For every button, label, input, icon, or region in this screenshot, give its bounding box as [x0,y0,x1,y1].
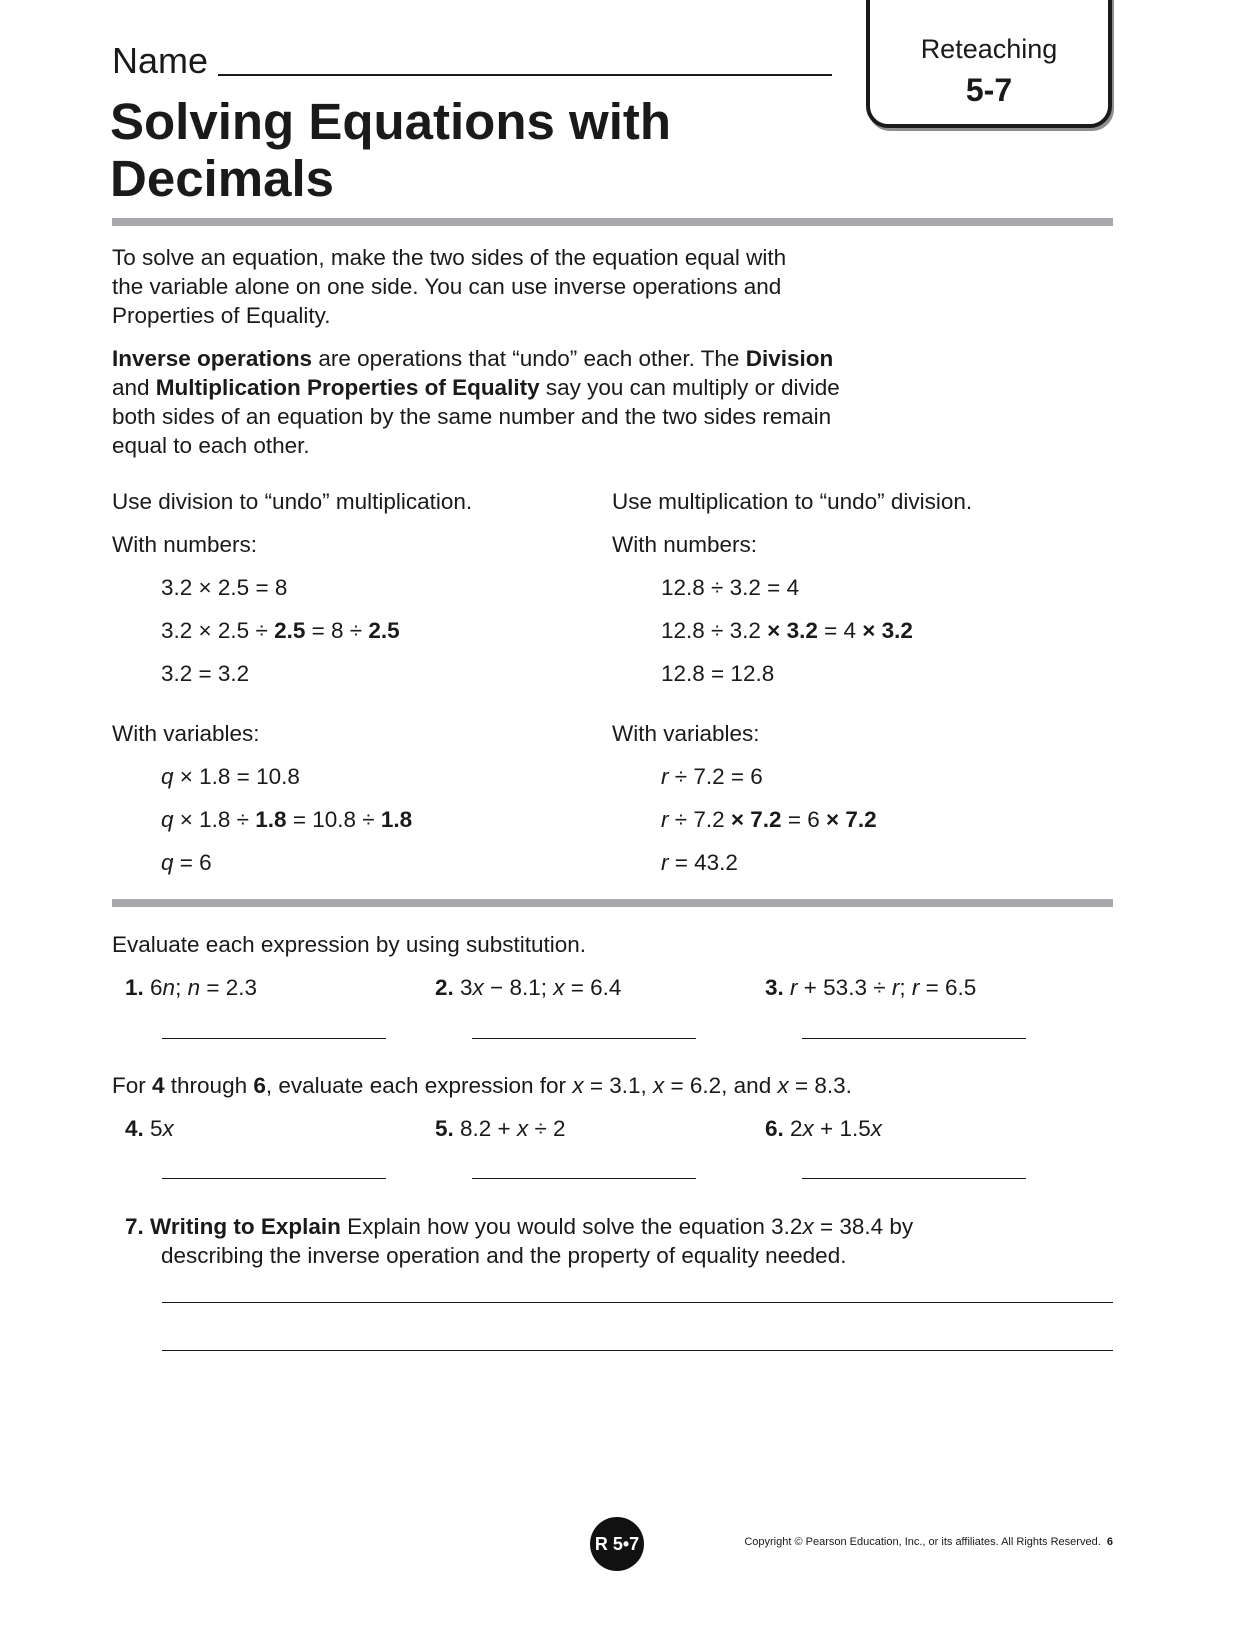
tab-number: 5-7 [965,72,1013,108]
eq-part: = 6 [173,850,212,875]
variable: r [661,764,669,789]
eq-part-bold: 2.5 [274,618,306,643]
answer-line-4[interactable] [162,1178,386,1179]
variable: q [161,850,174,875]
expr-part: 5 [150,1116,163,1141]
exercise-instructions-1: Evaluate each expression by using substitution. [112,932,587,957]
exercise-instructions-2 [112,1073,852,1099]
eq-part: × 1.8 = 10.8 [173,764,300,789]
left-number-eq-2 [161,618,400,644]
page-title [110,93,810,207]
text: are operations that “undo” each other. The [312,346,746,371]
intro-p2-line: equal to each other. [112,433,310,458]
problem-4 [125,1116,174,1142]
text: = 38.4 by [813,1214,914,1239]
writing-to-explain-label: Writing to Explain [150,1214,341,1239]
expr-part: − 8.1; [483,975,554,1000]
eq-part: = 6 [781,807,826,832]
text-bold: 4 [152,1073,165,1098]
intro-p2-line [112,344,932,373]
expr-part: 8.2 + [460,1116,517,1141]
expr-part: = 2.3 [200,975,258,1000]
writing-line-1[interactable] [162,1302,1113,1303]
eq-part: 12.8 ÷ 3.2 [661,618,768,643]
page-code-badge: R 5•7 [590,1517,644,1571]
problem-7-line-2: describing the inverse operation and the property of equality needed. [161,1243,847,1268]
problem-5 [435,1116,566,1142]
divider-middle [112,899,1113,907]
intro-p1-line: To solve an equation, make the two sides of the equation equal with [112,245,787,270]
variable: r [661,807,669,832]
eq-part: = 43.2 [668,850,738,875]
right-heading: Use multiplication to “undo” division. [612,489,973,514]
eq-part-bold: 1.8 [380,807,413,832]
title-line-1: Solving Equations with [110,93,671,150]
problem-1 [125,975,257,1001]
expr-part: ; [175,975,188,1000]
text: Explain how you would solve the equation 3.2 [340,1214,803,1239]
left-with-numbers: With numbers: [112,532,258,557]
term-division: Division [745,346,834,371]
text: = 3.1, [583,1073,653,1098]
problem-number: 4. [125,1116,144,1141]
problem-3 [765,975,976,1001]
term-inverse-operations: Inverse operations [112,346,313,371]
variable: n [187,975,201,1000]
variable: r [790,975,798,1000]
page-number: 6 [1106,1536,1113,1548]
left-with-variables: With variables: [112,721,260,746]
variable: r [891,975,900,1000]
variable: x [553,975,565,1000]
eq-part-bold: × 7.2 [825,807,877,832]
copyright-text: Copyright © Pearson Education, Inc., or its affiliates. All Rights Reserved. [744,1536,1101,1548]
expr-part: 2 [790,1116,803,1141]
eq-part: ÷ 7.2 = 6 [668,764,763,789]
text: = 6.2, and [664,1073,778,1098]
left-number-eq-3: 3.2 = 3.2 [161,661,250,686]
right-number-eq-3: 12.8 = 12.8 [661,661,775,686]
variable: x [802,1116,814,1141]
text: say you can multiply or divide [539,375,840,400]
variable: r [661,850,669,875]
eq-part-bold: × 3.2 [767,618,818,643]
tab-label: Reteaching [920,34,1058,64]
answer-line-1[interactable] [162,1038,386,1039]
eq-part: = 10.8 ÷ [286,807,381,832]
name-field-line[interactable] [218,74,832,76]
problem-number: 7. [125,1214,144,1239]
left-variable-eq-3 [161,850,212,876]
text: and [112,375,156,400]
variable: x [572,1073,584,1098]
text: through [164,1073,254,1098]
right-number-eq-2 [661,618,913,644]
problem-number: 5. [435,1116,454,1141]
intro-paragraph-1 [112,243,932,330]
term-multiplication-properties: Multiplication Properties of Equality [155,375,540,400]
problem-number: 2. [435,975,454,1000]
divider-top [112,218,1113,226]
right-variable-eq-2 [661,807,877,833]
answer-line-3[interactable] [802,1038,1026,1039]
problem-number: 1. [125,975,144,1000]
problem-7 [125,1214,913,1240]
variable: n [162,975,176,1000]
right-with-numbers: With numbers: [612,532,758,557]
variable: x [162,1116,174,1141]
right-variable-eq-1 [661,764,763,790]
problem-6 [765,1116,882,1142]
expr-part: + 53.3 ÷ [797,975,892,1000]
left-heading: Use division to “undo” multiplication. [112,489,473,514]
copyright-notice [600,1536,1113,1548]
title-line-2: Decimals [110,150,334,207]
expr-part: + 1.5 [813,1116,871,1141]
eq-part-bold: 2.5 [368,618,400,643]
answer-line-5[interactable] [472,1178,696,1179]
expr-part: ÷ 2 [528,1116,566,1141]
text: = 8.3. [788,1073,852,1098]
expr-part: = 6.4 [564,975,622,1000]
expr-part: ; [899,975,912,1000]
intro-p1-line: the variable alone on one side. You can use inverse operations and [112,274,782,299]
variable: r [911,975,920,1000]
variable: q [161,764,174,789]
eq-part: × 1.8 ÷ [173,807,256,832]
intro-p1-line: Properties of Equality. [112,303,331,328]
eq-part-bold: 1.8 [255,807,287,832]
name-label: Name [112,40,209,81]
variable: x [802,1214,814,1239]
variable: x [472,975,484,1000]
right-variable-eq-3 [661,850,738,876]
variable: x [870,1116,882,1141]
intro-p2-line [112,373,932,402]
right-with-variables: With variables: [612,721,760,746]
left-variable-eq-1 [161,764,300,790]
variable: x [516,1116,529,1141]
right-number-eq-1: 12.8 ÷ 3.2 = 4 [661,575,800,600]
expr-part: 6 [150,975,163,1000]
text-bold: 6 [253,1073,266,1098]
text: , evaluate each expression for [265,1073,573,1098]
problem-2 [435,975,621,1001]
text: For [112,1073,153,1098]
variable: x [653,1073,665,1098]
writing-line-2[interactable] [162,1350,1113,1351]
eq-part: ÷ 7.2 [668,807,731,832]
intro-paragraph-2 [112,344,932,460]
problem-number: 6. [765,1116,784,1141]
eq-part: 3.2 × 2.5 ÷ [161,618,275,643]
expr-part: = 6.5 [919,975,977,1000]
variable: q [161,807,174,832]
eq-part: = 4 [817,618,863,643]
left-number-eq-1: 3.2 × 2.5 = 8 [161,575,288,600]
intro-p2-line: both sides of an equation by the same number and the two sides remain [112,404,832,429]
reteaching-tab [866,0,1112,128]
problem-number: 3. [765,975,784,1000]
answer-line-6[interactable] [802,1178,1026,1179]
left-variable-eq-2 [161,807,412,833]
expr-part: 3 [460,975,473,1000]
variable: x [777,1073,789,1098]
answer-line-2[interactable] [472,1038,696,1039]
eq-part: = 8 ÷ [305,618,369,643]
eq-part-bold: × 3.2 [862,618,913,643]
eq-part-bold: × 7.2 [730,807,782,832]
